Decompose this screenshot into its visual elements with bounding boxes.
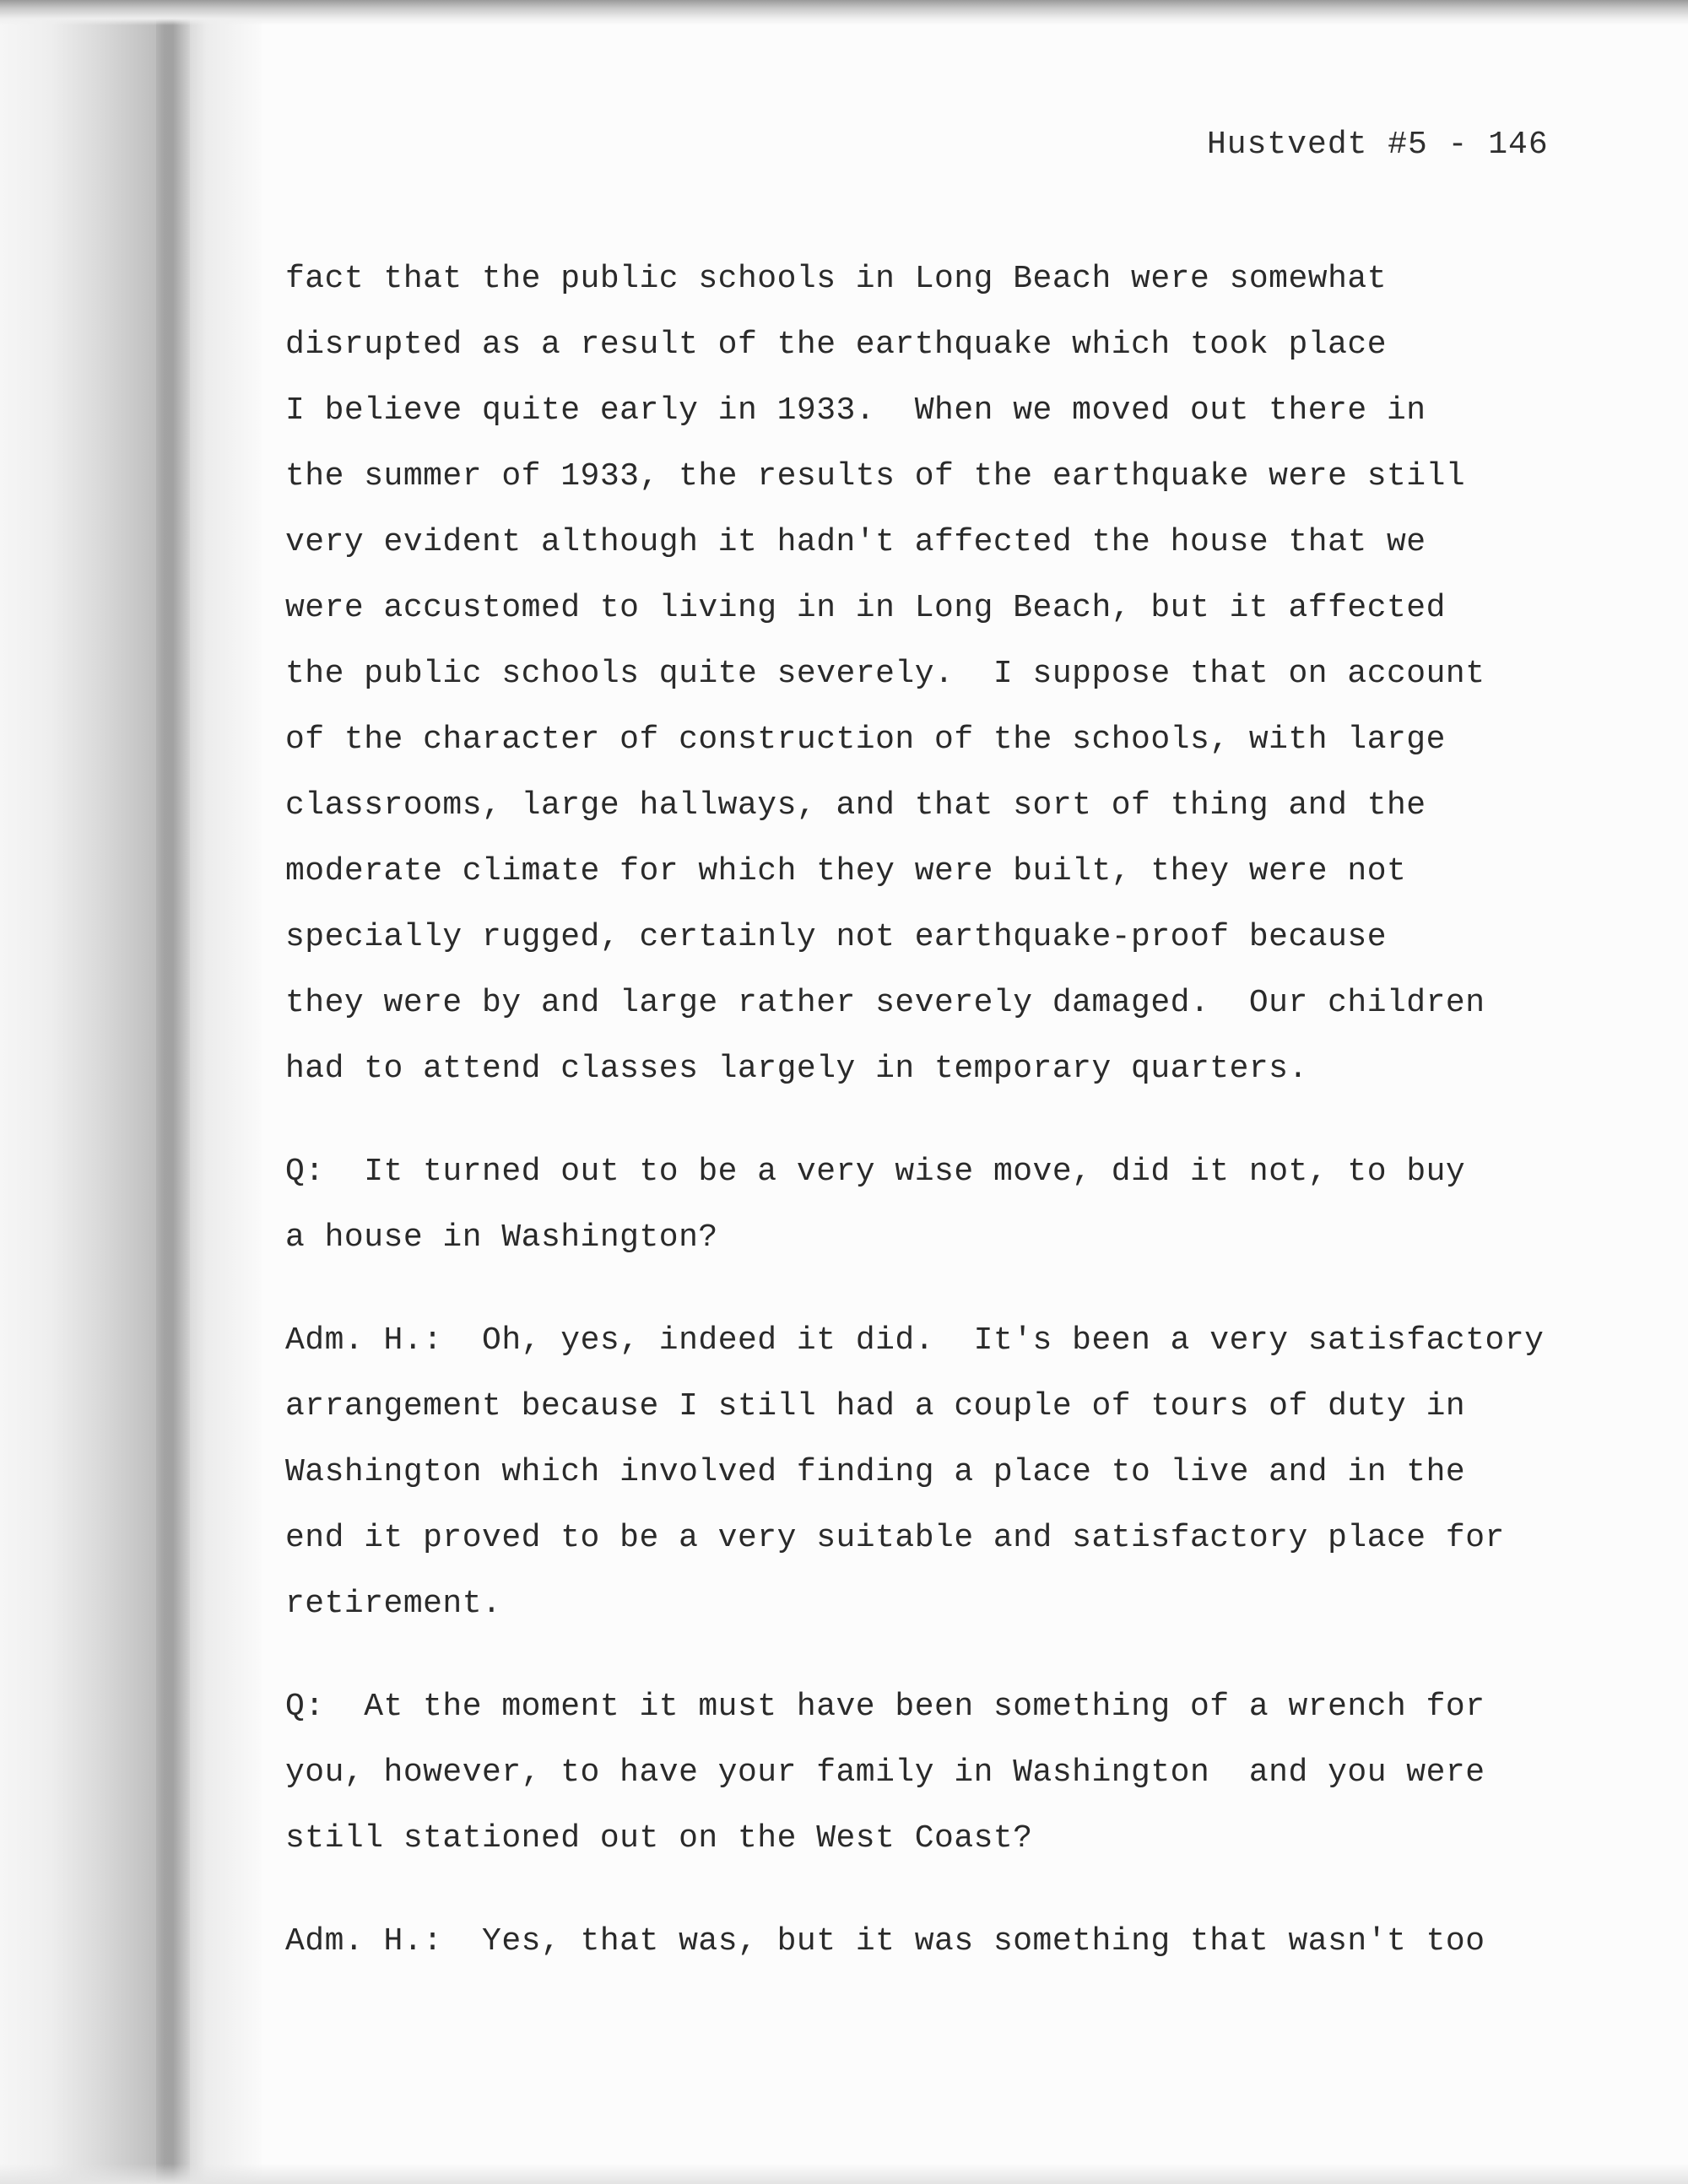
transcript-body <box>285 246 1602 2012</box>
answer-2 <box>285 1909 1602 1975</box>
binding-fold <box>156 0 190 2184</box>
speaker-label: Adm. H.: <box>285 1322 443 1359</box>
question-2 <box>285 1674 1602 1872</box>
line-text: Yes, that was, but it was something that wasn't too <box>482 1923 1485 1960</box>
text-line: very evident although it hadn't affected the house that we <box>285 524 1426 560</box>
text-line: I believe quite early in 1933. When we moved out there in <box>285 392 1426 429</box>
speaker-label: Q: <box>285 1689 325 1725</box>
text-line: they were by and large rather severely damaged. Our children <box>285 985 1485 1021</box>
text-line <box>285 1909 1602 1975</box>
speaker-label: Adm. H.: <box>285 1923 443 1960</box>
text-line: the public schools quite severely. I suppose that on account <box>285 656 1485 692</box>
binding-gutter-shadow <box>0 0 262 2184</box>
text-line: a house in Washington? <box>285 1219 718 1256</box>
text-line: were accustomed to living in in Long Beach, but it affected <box>285 590 1446 626</box>
speaker-label: Q: <box>285 1154 325 1190</box>
text-line <box>285 1674 1602 1740</box>
bottom-edge-shadow <box>0 2164 1688 2184</box>
text-line <box>285 1139 1602 1205</box>
text-line: had to attend classes largely in temporary quarters. <box>285 1051 1308 1087</box>
text-line: Washington which involved finding a place to live and in the <box>285 1454 1466 1490</box>
text-line: disrupted as a result of the earthquake which took place <box>285 327 1388 363</box>
text-line: specially rugged, certainly not earthquake-proof because <box>285 919 1388 955</box>
line-text: At the moment it must have been something of a wrench for <box>364 1689 1485 1725</box>
text-line: you, however, to have your family in Washington and you were <box>285 1754 1485 1791</box>
text-line: of the character of construction of the schools, with large <box>285 722 1446 758</box>
text-line: still stationed out on the West Coast? <box>285 1820 1033 1857</box>
text-line: retirement. <box>285 1586 502 1622</box>
text-line: classrooms, large hallways, and that sort of thing and the <box>285 787 1426 824</box>
top-edge-shadow <box>0 0 1688 25</box>
text-line <box>285 1308 1602 1374</box>
line-text: It turned out to be a very wise move, did it not, to buy <box>364 1154 1466 1190</box>
line-text: Oh, yes, indeed it did. It's been a very satisfactory <box>482 1322 1545 1359</box>
question-1 <box>285 1139 1602 1271</box>
answer-1 <box>285 1308 1602 1637</box>
paragraph-1 <box>285 246 1602 1102</box>
text-line: moderate climate for which they were built, they were not <box>285 853 1407 889</box>
page-number-header: Hustvedt #5 - 146 <box>1207 127 1549 163</box>
text-line: arrangement because I still had a couple of tours of duty in <box>285 1388 1466 1424</box>
text-line: fact that the public schools in Long Beach were somewhat <box>285 261 1388 297</box>
text-line: end it proved to be a very suitable and satisfactory place for <box>285 1520 1505 1556</box>
text-line: the summer of 1933, the results of the earthquake were still <box>285 458 1466 495</box>
